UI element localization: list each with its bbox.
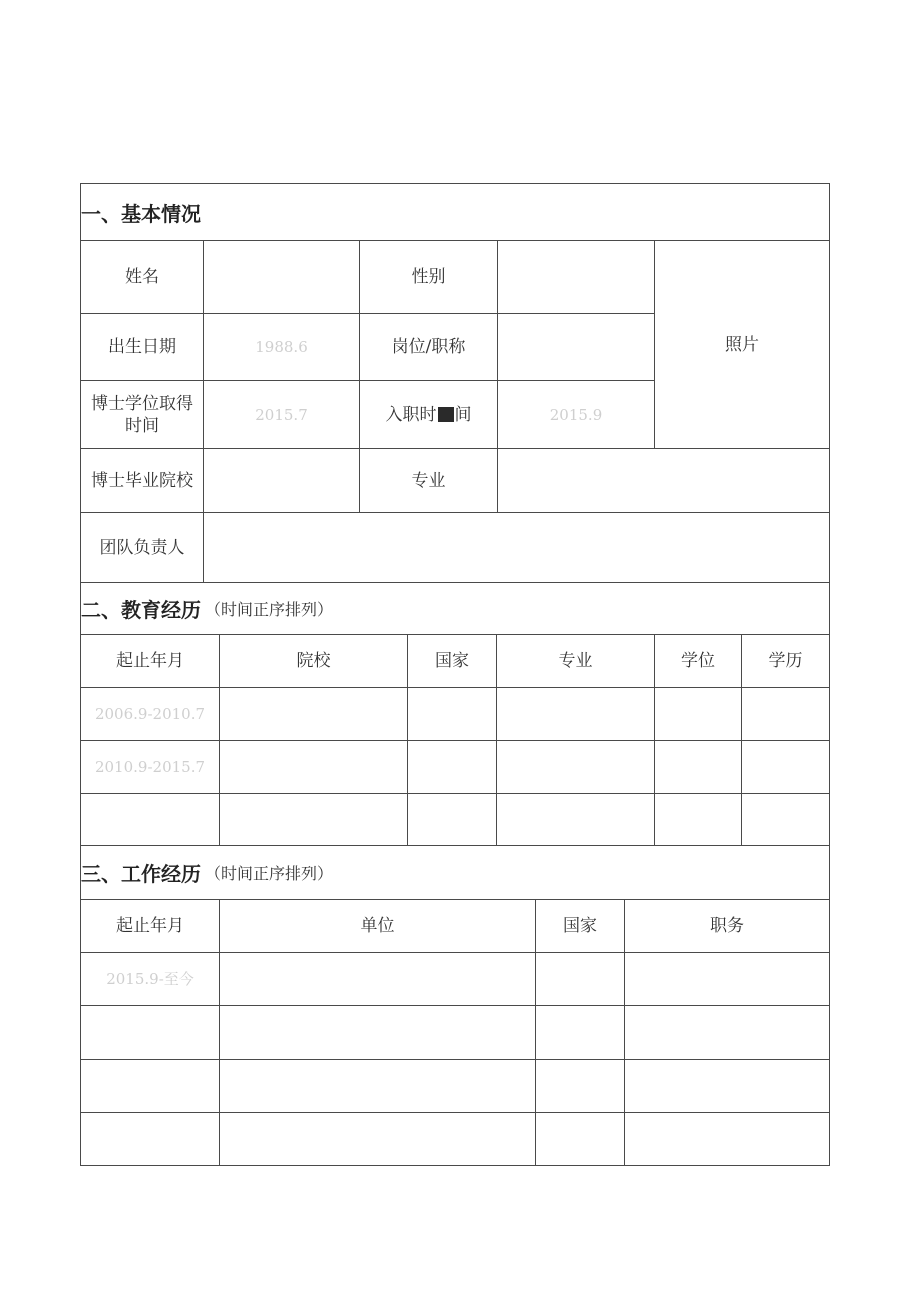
name-label: 姓名	[81, 241, 204, 314]
work-row-cell[interactable]	[220, 953, 536, 1006]
section-title: 二、教育经历	[81, 598, 201, 622]
education-row-cell[interactable]	[408, 741, 497, 794]
education-row-cell[interactable]: 2010.9-2015.7	[81, 741, 220, 794]
section-note: （时间正序排列）	[205, 864, 334, 883]
work-row-cell[interactable]	[81, 1006, 220, 1060]
section-note: （时间正序排列）	[205, 600, 334, 619]
work-row-cell[interactable]	[625, 953, 829, 1006]
work-row-cell[interactable]	[536, 1006, 625, 1060]
section-basic-info-header	[81, 184, 829, 241]
hire-date-label-part-b: 间	[454, 404, 472, 425]
position-title-field[interactable]	[498, 314, 655, 381]
work-row-cell[interactable]	[536, 1113, 625, 1165]
name-field[interactable]	[204, 241, 360, 314]
work-header-cell: 职务	[625, 900, 829, 953]
education-row-cell[interactable]	[220, 688, 408, 741]
education-row-cell[interactable]	[655, 741, 742, 794]
work-header-cell: 国家	[536, 900, 625, 953]
work-row-cell[interactable]	[625, 1060, 829, 1113]
hire-date-field[interactable]: 2015.9	[498, 381, 655, 449]
education-row-cell[interactable]	[408, 688, 497, 741]
team-leader-field[interactable]	[204, 513, 829, 583]
work-header-cell: 起止年月	[81, 900, 220, 953]
birth-date-label: 出生日期	[81, 314, 204, 381]
work-row-cell[interactable]	[220, 1113, 536, 1165]
education-row-cell[interactable]	[655, 794, 742, 846]
education-row-cell[interactable]	[497, 688, 655, 741]
work-row-cell[interactable]	[625, 1006, 829, 1060]
education-header-cell: 学位	[655, 635, 742, 688]
phd-school-label: 博士毕业院校	[81, 449, 204, 513]
education-row-cell[interactable]	[655, 688, 742, 741]
education-header-cell: 学历	[742, 635, 829, 688]
work-row-cell[interactable]: 2015.9-至今	[81, 953, 220, 1006]
education-header-cell: 院校	[220, 635, 408, 688]
section-title: 一、基本情况	[81, 201, 201, 226]
work-row-cell[interactable]	[536, 1060, 625, 1113]
work-row-cell[interactable]	[220, 1060, 536, 1113]
section-work-header	[81, 846, 829, 900]
photo-label: 照片	[725, 334, 759, 355]
education-row-cell[interactable]	[742, 794, 829, 846]
hire-date-label-part-a: 入职时	[385, 404, 437, 425]
major-label: 专业	[360, 449, 498, 513]
section-education-header	[81, 583, 829, 635]
application-form-table	[80, 183, 830, 1166]
work-row-cell[interactable]	[81, 1060, 220, 1113]
education-row-cell[interactable]	[81, 794, 220, 846]
hire-date-label	[360, 381, 498, 449]
education-row-cell[interactable]	[742, 741, 829, 794]
phd-school-field[interactable]	[204, 449, 360, 513]
work-row-cell[interactable]	[536, 953, 625, 1006]
education-row-cell[interactable]	[220, 794, 408, 846]
education-header-cell: 国家	[408, 635, 497, 688]
education-header-cell: 专业	[497, 635, 655, 688]
education-row-cell[interactable]	[408, 794, 497, 846]
education-row-cell[interactable]	[742, 688, 829, 741]
education-row-cell[interactable]	[220, 741, 408, 794]
redaction-block	[438, 407, 454, 422]
phd-date-label: 博士学位取得时间	[81, 381, 204, 449]
gender-label: 性别	[360, 241, 498, 314]
education-header-cell: 起止年月	[81, 635, 220, 688]
gender-field[interactable]	[498, 241, 655, 314]
work-header-cell: 单位	[220, 900, 536, 953]
education-row-cell[interactable]	[497, 741, 655, 794]
team-leader-label: 团队负责人	[81, 513, 204, 583]
phd-date-field[interactable]: 2015.7	[204, 381, 360, 449]
section-title: 三、工作经历	[81, 862, 201, 886]
work-row-cell[interactable]	[625, 1113, 829, 1165]
position-title-label: 岗位/职称	[360, 314, 498, 381]
major-field[interactable]	[498, 449, 829, 513]
education-row-cell[interactable]	[497, 794, 655, 846]
work-row-cell[interactable]	[81, 1113, 220, 1165]
photo-box[interactable]	[655, 241, 829, 449]
birth-date-field[interactable]: 1988.6	[204, 314, 360, 381]
education-row-cell[interactable]: 2006.9-2010.7	[81, 688, 220, 741]
work-row-cell[interactable]	[220, 1006, 536, 1060]
